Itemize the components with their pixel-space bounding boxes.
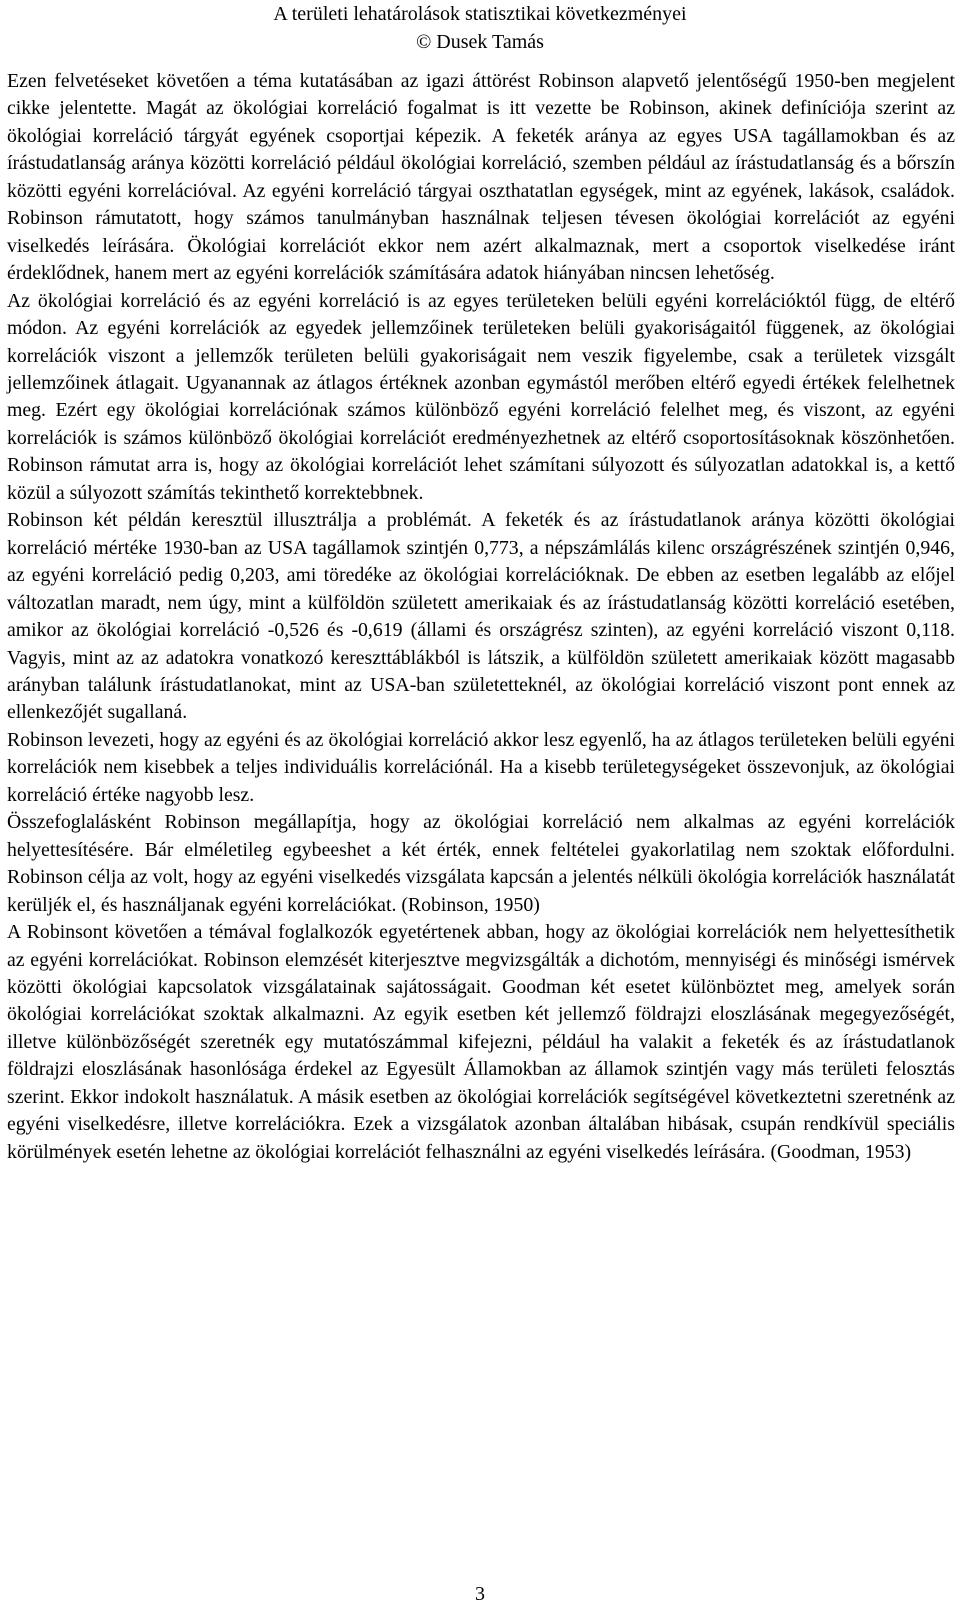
paragraph: Robinson levezeti, hogy az egyéni és az ökológiai korreláció akkor lesz egyenlő, ha az átlagos területeken belüli egyéni korrelációk nem kisebbek a teljes individuális korrelációnál. Ha a kisebb területegységeket összevonjuk, az ökológiai korreláció értéke nagyobb lesz. — [7, 728, 955, 806]
body-text — [7, 68, 955, 1166]
document-title: A területi lehatárolások statisztikai következményei — [273, 3, 687, 25]
page-number: 3 — [475, 1583, 485, 1605]
paragraph: Robinson két példán keresztül illusztrálja a problémát. A feketék és az írástudatlanok aránya közötti ökológiai korreláció mértéke 1930-ban az USA tagállamok szintjén 0,773, a népszámlálás kilenc országrészének szintjén 0,946, az egyéni korreláció pedig 0,203, ami töredéke az ökológiai korrelációknak. De ebben az esetben legalább az előjel változatlan maradt, nem úgy, mint a külföldön született amerikaiak és az írástudatlanság közötti korreláció esetében, amikor az ökológiai korreláció -0,526 és -0,619 (állami és országrész szinten), az egyéni korreláció viszont 0,118. Vagyis, mint az az adatokra vonatkozó kereszttáblákból is látszik, a külföldön született amerikaiak között magasabb arányban találunk írástudatlanokat, mint az USA-ban születetteknél, az ökológiai korreláció viszont pont ennek az ellenkezőjét sugallaná. — [7, 509, 955, 724]
paragraph: A Robinsont követően a témával foglalkozók egyetértenek abban, hogy az ökológiai korrelációk nem helyettesíthetik az egyéni korrelációkat. Robinson elemzését kiterjesztve megvizsgálták a dichotóm, mennyiségi és minőségi ismérvek közötti ökológiai kapcsolatok vizsgálatainak sajátosságait. Goodman két esetet különböztet meg, amelyek során ökológiai korrelációkat szoktak alkalmazni. Az egyik esetben két jellemző földrajzi eloszlásának megegyezőségét, illetve különbözőségét szeretnék egy mutatószámmal kifejezni, például ha valakit a feketék és az írástudatlanok földrajzi eloszlásának hasonlósága érdekel az Egyesült Államokban az államok szintjén vagy más területi felosztás szerint. Ekkor indokolt használatuk. A másik esetben az ökológiai korrelációk segítségével következtetni szeretnénk az egyéni viselkedésre, illetve korrelációkra. Ezek a vizsgálatok azonban általában hibásak, csupán rendkívül speciális körülmények esetén lehetne az ökológiai korrelációt felhasználni az egyéni viselkedés leírására. (Goodman, 1953) — [7, 921, 955, 1163]
paragraph: Ezen felvetéseket követően a téma kutatásában az igazi áttörést Robinson alapvető jelentőségű 1950-ben megjelent cikke jelentette. Magát az ökológiai korreláció fogalmat is itt vezette be Robinson, akinek definíciója szerint az ökológiai korreláció tárgyát egyének csoportjai képezik. A feketék aránya az egyes USA tagállamokban és az írástudatlanság aránya közötti korreláció például ökológiai korreláció, szemben például az írástudatlanság és a bőrszín közötti egyéni korrelációval. Az egyéni korreláció tárgyai oszthatatlan egységek, mint az egyének, lakások, családok. Robinson rámutatott, hogy számos tanulmányban használnak teljesen tévesen ökológiai korrelációt az egyéni viselkedés leírására. Ökológiai korrelációt ekkor nem azért alkalmaznak, mert a csoportok viselkedése iránt érdeklődnek, hanem mert az egyéni korrelációk számítására adatok hiányában nincsen lehetőség. — [7, 70, 955, 285]
document-author: © Dusek Tamás — [416, 31, 544, 53]
page-header — [0, 0, 960, 56]
paragraph: Az ökológiai korreláció és az egyéni korreláció is az egyes területeken belüli egyéni korrelációktól függ, de eltérő módon. Az egyéni korrelációk az egyedek jellemzőinek területeken belüli gyakoriságaitól függenek, az ökológiai korrelációk viszont a jellemzők területen belüli gyakoriságait nem veszik figyelembe, csak a területek vizsgált jellemzőinek átlagait. Ugyanannak az átlagos értéknek azonban egymástól merőben eltérő egyedi értékek felelhetnek meg. Ezért egy ökológiai korrelációnak számos különböző egyéni korreláció felelhet meg, és viszont, az egyéni korrelációk is számos különböző ökológiai korrelációt eredményezhetnek az eltérő csoportosításoknak köszönhetően. Robinson rámutat arra is, hogy az ökológiai korrelációt lehet számítani súlyozott és súlyozatlan adatokkal is, a kettő közül a súlyozott számítás tekinthető korrektebbnek. — [7, 289, 955, 504]
paragraph: Összefoglalásként Robinson megállapítja, hogy az ökológiai korreláció nem alkalmas az egyéni korrelációk helyettesítésére. Bár elméletileg egybeeshet a két érték, ennek feltételei gyakorlatilag nem szoktak előfordulni. Robinson célja az volt, hogy az egyéni viselkedés vizsgálata kapcsán a jelentés nélküli ökológia korrelációk használatát kerüljék el, és használjanak egyéni korrelációkat. (Robinson, 1950) — [7, 811, 955, 916]
